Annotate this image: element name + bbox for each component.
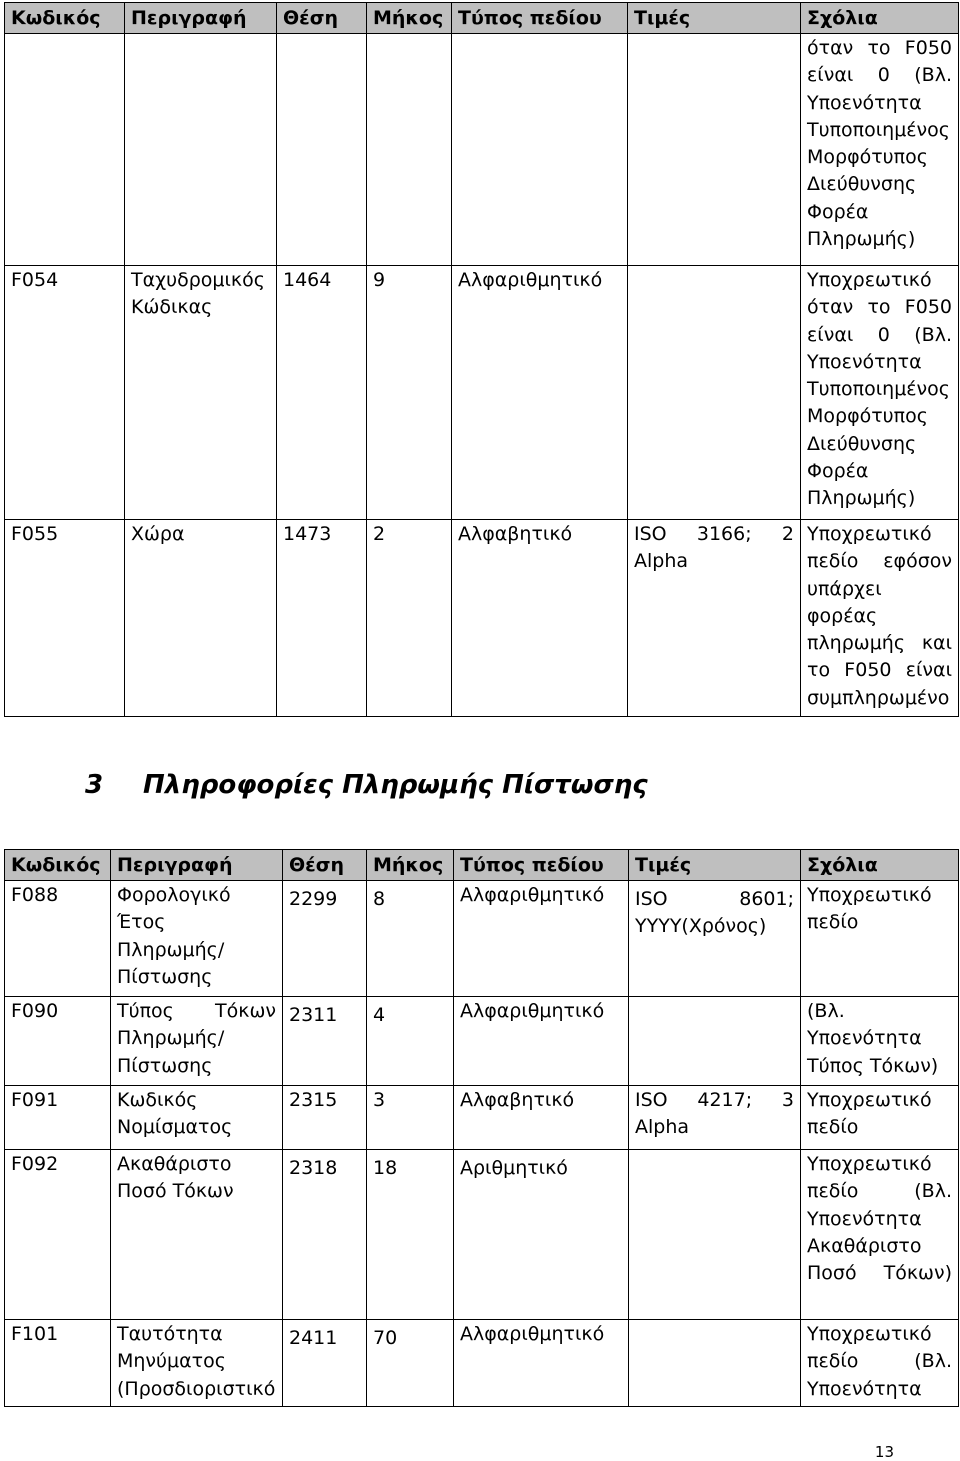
- cell-position: [277, 34, 367, 266]
- cell-code: F055: [5, 520, 125, 717]
- cell-comment: Υποχρεωτικό πεδίο (Βλ. Υποενότητα Ακαθάριστο Ποσό Τόκων): [801, 1150, 959, 1320]
- table-row: [5, 266, 959, 520]
- cell-length: 70: [367, 1320, 454, 1407]
- header-values: Τιμές: [629, 850, 801, 881]
- cell-values: [629, 1150, 801, 1320]
- cell-comment: Υποχρεωτικό όταν το F050 είναι 0 (Βλ. Υποενότητα Τυποποιημένος Μορφότυπος Διεύθυνσης Φορέα Πληρωμής): [801, 266, 959, 520]
- fields-table-payer: [4, 2, 959, 717]
- header-description: Περιγραφή: [111, 850, 283, 881]
- header-comments: Σχόλια: [801, 850, 959, 881]
- cell-length: 9: [367, 266, 452, 520]
- cell-length: 2: [367, 520, 452, 717]
- cell-code: F101: [5, 1320, 111, 1407]
- header-field-type: Τύπος πεδίου: [452, 3, 628, 34]
- cell-description: Ταχυδρομικός Κώδικας: [125, 266, 277, 520]
- cell-field-type: [452, 34, 628, 266]
- cell-values: [629, 997, 801, 1086]
- cell-comment: Υποχρεωτικό πεδίο: [801, 1086, 959, 1150]
- cell-description: Χώρα: [125, 520, 277, 717]
- cell-position: 1464: [277, 266, 367, 520]
- cell-values: ISO 4217; 3 Alpha: [629, 1086, 801, 1150]
- header-length: Μήκος: [367, 3, 452, 34]
- cell-description: [125, 34, 277, 266]
- cell-position: 2315: [283, 1086, 367, 1150]
- fields-table-credit-payment: [4, 849, 959, 1407]
- cell-description: Κωδικός Νομίσματος: [111, 1086, 283, 1150]
- cell-comment: Υποχρεωτικό πεδίο: [801, 881, 959, 997]
- cell-comment: (Βλ. Υποενότητα Τύπος Τόκων): [801, 997, 959, 1086]
- cell-field-type: Αλφαριθμητικό: [452, 266, 628, 520]
- cell-code: F090: [5, 997, 111, 1086]
- section-title: Πληροφορίες Πληρωμής Πίστωσης: [143, 770, 648, 800]
- cell-code: [5, 34, 125, 266]
- cell-position: 2318: [283, 1150, 367, 1320]
- cell-code: F091: [5, 1086, 111, 1150]
- cell-description: Ταυτότητα Μηνύματος (Προσδιοριστικό: [111, 1320, 283, 1407]
- cell-comment: Υποχρεωτικό πεδίο (Βλ. Υποενότητα: [801, 1320, 959, 1407]
- cell-length: 4: [367, 997, 454, 1086]
- cell-values: [628, 34, 801, 266]
- cell-code: F054: [5, 266, 125, 520]
- cell-values: ISO 8601; YYYY(Χρόνος): [629, 881, 801, 997]
- cell-comment: όταν το F050 είναι 0 (Βλ. Υποενότητα Τυποποιημένος Μορφότυπος Διεύθυνσης Φορέα Πληρωμής): [801, 34, 959, 266]
- cell-values: [629, 1320, 801, 1407]
- table-row: [5, 1150, 959, 1320]
- cell-values: [628, 266, 801, 520]
- header-comments: Σχόλια: [801, 3, 959, 34]
- header-position: Θέση: [277, 3, 367, 34]
- cell-code: F092: [5, 1150, 111, 1320]
- cell-code: F088: [5, 881, 111, 997]
- header-values: Τιμές: [628, 3, 801, 34]
- table-header-row: [5, 3, 959, 34]
- cell-field-type: Αλφαριθμητικό: [454, 997, 629, 1086]
- table-row: [5, 1320, 959, 1407]
- page-number: 13: [874, 1443, 894, 1461]
- table-row: [5, 881, 959, 997]
- table-row: [5, 34, 959, 266]
- cell-comment: Υποχρεωτικό πεδίο εφόσον υπάρχει φορέας πληρωμής και το F050 είναι συμπληρωμένο: [801, 520, 959, 717]
- cell-field-type: Αλφαβητικό: [452, 520, 628, 717]
- cell-length: 18: [367, 1150, 454, 1320]
- table-row: [5, 1086, 959, 1150]
- cell-length: [367, 34, 452, 266]
- header-field-type: Τύπος πεδίου: [454, 850, 629, 881]
- cell-description: Τύπος Τόκων Πληρωμής/ Πίστωσης: [111, 997, 283, 1086]
- cell-position: 2311: [283, 997, 367, 1086]
- cell-field-type: Αριθμητικό: [454, 1150, 629, 1320]
- header-length: Μήκος: [367, 850, 454, 881]
- cell-field-type: Αλφαριθμητικό: [454, 881, 629, 997]
- cell-position: 1473: [277, 520, 367, 717]
- header-position: Θέση: [283, 850, 367, 881]
- section-number: 3: [85, 770, 104, 800]
- header-code: Κωδικός: [5, 850, 111, 881]
- cell-length: 3: [367, 1086, 454, 1150]
- cell-field-type: Αλφαβητικό: [454, 1086, 629, 1150]
- table-header-row: [5, 850, 959, 881]
- section-heading: [85, 770, 648, 800]
- table-row: [5, 520, 959, 717]
- header-description: Περιγραφή: [125, 3, 277, 34]
- cell-length: 8: [367, 881, 454, 997]
- cell-values: ISO 3166; 2 Alpha: [628, 520, 801, 717]
- header-code: Κωδικός: [5, 3, 125, 34]
- cell-position: 2299: [283, 881, 367, 997]
- cell-position: 2411: [283, 1320, 367, 1407]
- cell-description: Ακαθάριστο Ποσό Τόκων: [111, 1150, 283, 1320]
- cell-field-type: Αλφαριθμητικό: [454, 1320, 629, 1407]
- table-row: [5, 997, 959, 1086]
- cell-description: Φορολογικό Έτος Πληρωμής/ Πίστωσης: [111, 881, 283, 997]
